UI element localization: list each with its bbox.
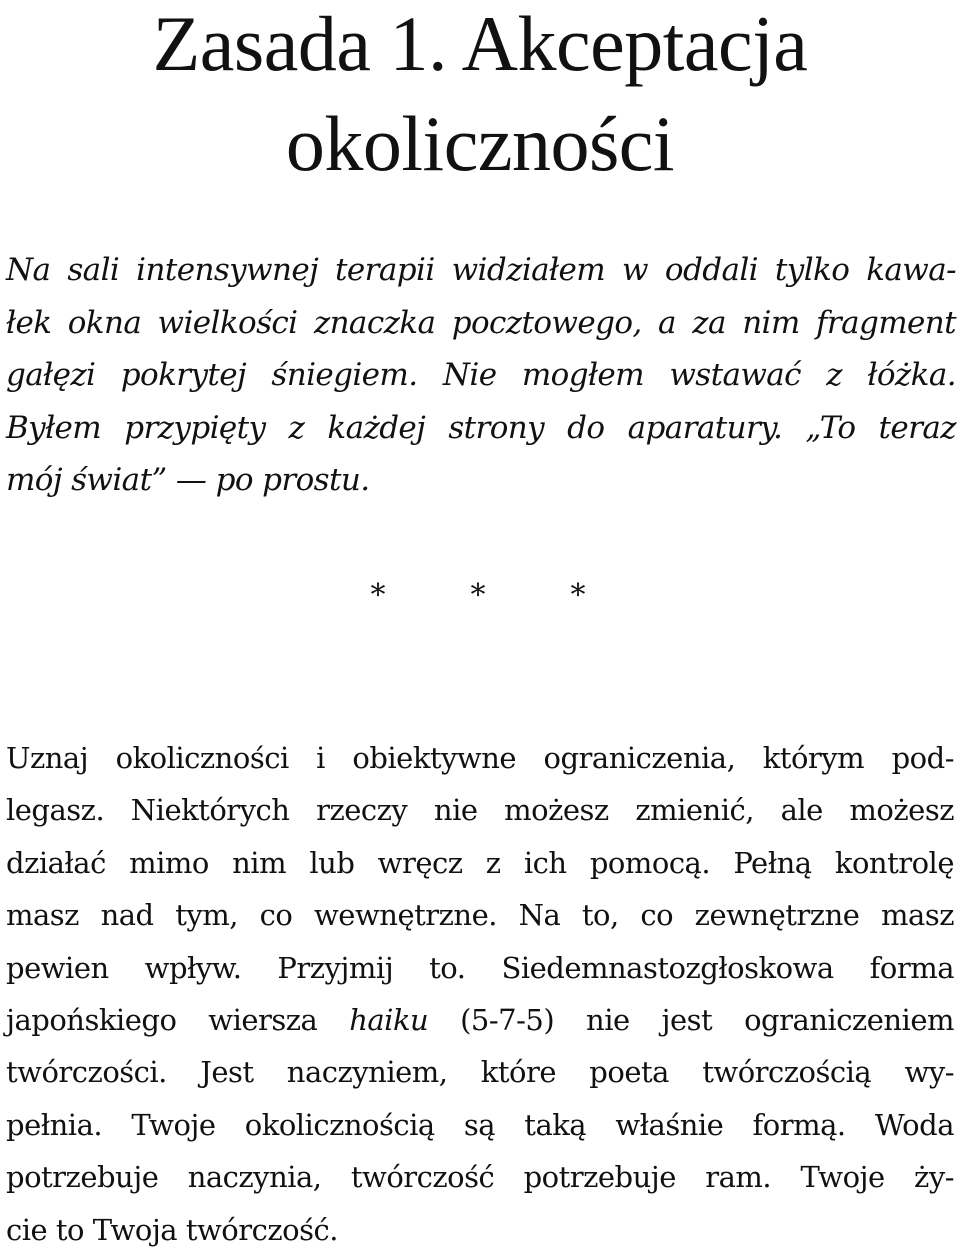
body-line: Uznaj okoliczności i obiektywne ograniczenia, którym pod-	[6, 741, 954, 775]
epigraph	[6, 244, 956, 507]
separator-asterisk: *	[570, 578, 586, 613]
epigraph-line: Byłem przypięty z każdej strony do aparatury. „To teraz	[6, 409, 956, 446]
epigraph-line: gałęzi pokrytej śniegiem. Nie mogłem wstawać z łóżka.	[6, 357, 956, 393]
body-line: twórczości. Jest naczyniem, które poeta twórczością wy-	[6, 1055, 954, 1090]
separator-asterisk: *	[370, 578, 386, 613]
body-line: cie to Twoja twórczość.	[6, 1212, 338, 1247]
body-paragraph	[6, 732, 954, 1256]
body-line: masz nad tym, co wewnętrzne. Na to, co zewnętrzne masz	[6, 898, 954, 933]
body-line: pełnia. Twoje okolicznością są taką właśnie formą. Woda	[6, 1107, 954, 1142]
body-line	[6, 994, 954, 1046]
haiku-term: haiku	[349, 1003, 429, 1038]
chapter-title-line-2: okoliczności	[285, 100, 675, 187]
body-line: legasz. Niektórych rzeczy nie możesz zmienić, ale możesz	[6, 793, 954, 828]
section-separator	[358, 578, 598, 613]
separator-asterisk: *	[470, 578, 486, 613]
chapter-title-line-1: Zasada 1. Akceptacja	[152, 0, 808, 87]
epigraph-line: mój świat” — po prostu.	[6, 462, 370, 498]
chapter-title	[0, 0, 960, 194]
epigraph-line: łek okna wielkości znaczka pocztowego, a za nim fragment	[6, 304, 956, 341]
epigraph-line: Na sali intensywnej terapii widziałem w oddali tylko kawa-	[6, 252, 956, 288]
body-text-segment: japońskiego wiersza	[6, 1003, 350, 1038]
body-line: potrzebuje naczynia, twórczość potrzebuje ram. Twoje ży-	[6, 1160, 954, 1195]
body-line: działać mimo nim lub wręcz z ich pomocą. Pełną kontrolę	[6, 845, 954, 880]
body-line: pewien wpływ. Przyjmij to. Siedemnastozgłoskowa forma	[6, 950, 954, 985]
body-text-segment: (5-7-5) nie jest ograniczeniem	[428, 1003, 954, 1038]
